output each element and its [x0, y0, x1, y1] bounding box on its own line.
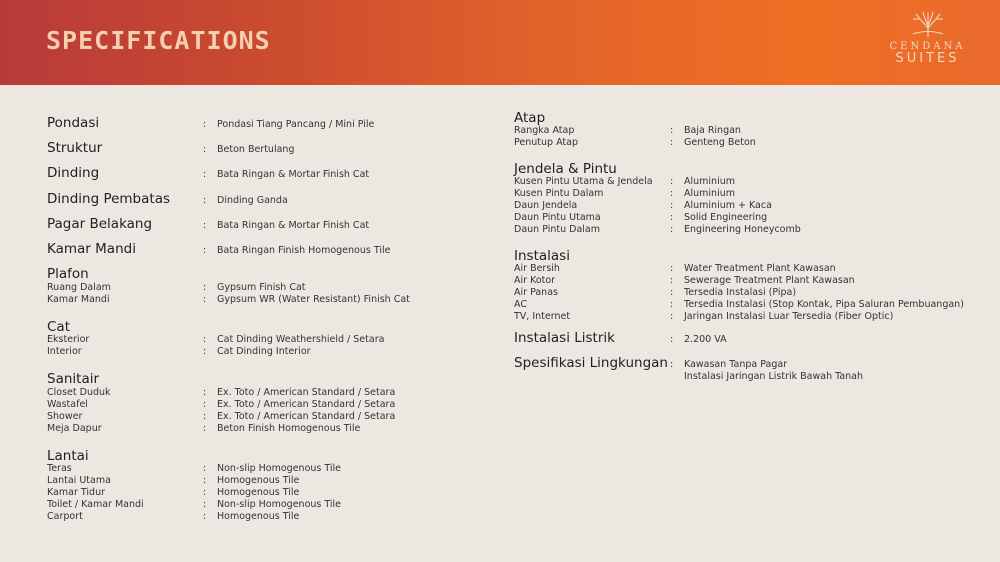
colon: :	[670, 299, 674, 310]
tree-icon	[908, 10, 948, 38]
colon: :	[670, 200, 674, 211]
spec-label: AC	[514, 299, 527, 310]
spec-label: Shower	[47, 410, 83, 422]
colon: :	[670, 137, 674, 148]
spec-value: Beton Finish Homogenous Tile	[217, 422, 361, 434]
spec-heading: Instalasi Listrik	[514, 330, 615, 346]
colon: :	[203, 144, 207, 156]
spec-label: Rangka Atap	[514, 125, 575, 136]
spec-label: Daun Pintu Dalam	[514, 224, 600, 235]
colon: :	[670, 275, 674, 286]
spec-value: Solid Engineering	[684, 212, 768, 223]
spec-value: Tersedia Instalasi (Pipa)	[684, 287, 797, 298]
spec-value: Aluminium	[684, 176, 735, 187]
spec-label: Lantai Utama	[47, 475, 111, 486]
logo-line1: CENDANA	[889, 41, 966, 52]
colon: :	[203, 398, 207, 410]
brand-logo	[880, 10, 975, 75]
spec-value: Homogenous Tile	[217, 475, 300, 486]
spec-value: Non-slip Homogenous Tile	[217, 463, 342, 474]
spec-value: Sewerage Treatment Plant Kawasan	[684, 275, 855, 286]
spec-label: Kamar Tidur	[47, 487, 105, 498]
spec-heading: Jendela & Pintu	[514, 161, 617, 177]
colon: :	[203, 463, 207, 474]
spec-heading: Struktur	[47, 140, 103, 157]
spec-value: Non-slip Homogenous Tile	[217, 499, 342, 510]
page-title: SPECIFICATIONS	[46, 26, 271, 55]
spec-label: Penutup Atap	[514, 137, 578, 148]
spec-label: Carport	[47, 511, 83, 522]
spec-label: Toilet / Kamar Mandi	[47, 499, 144, 510]
colon: :	[203, 346, 207, 357]
spec-heading: Dinding	[47, 165, 100, 182]
spec-label: Closet Duduk	[47, 386, 111, 398]
colon: :	[203, 169, 207, 181]
spec-value: Homogenous Tile	[217, 511, 300, 522]
colon: :	[203, 422, 207, 434]
logo-line2: SUITES	[895, 51, 960, 66]
colon: :	[203, 386, 207, 398]
colon: :	[670, 176, 674, 187]
spec-label: Air Panas	[514, 287, 558, 298]
spec-value: Bata Ringan & Mortar Finish Cat	[217, 219, 370, 231]
spec-heading: Plafon	[47, 266, 89, 282]
spec-value: Kawasan Tanpa Pagar	[684, 359, 788, 370]
colon: :	[670, 125, 674, 136]
spec-label: Ruang Dalam	[47, 281, 111, 293]
colon: :	[670, 224, 674, 235]
spec-value: Instalasi Jaringan Listrik Bawah Tanah	[684, 371, 864, 382]
spec-value: Pondasi Tiang Pancang / Mini Pile	[217, 119, 375, 130]
spec-label: Daun Jendela	[514, 200, 578, 211]
colon: :	[203, 410, 207, 422]
spec-label: Air Bersih	[514, 263, 560, 274]
spec-label: Kusen Pintu Dalam	[514, 188, 604, 199]
spec-value: Dinding Ganda	[217, 194, 288, 206]
spec-heading: Atap	[514, 110, 546, 126]
spec-heading: Sanitair	[47, 371, 100, 387]
colon: :	[203, 194, 207, 206]
colon: :	[203, 293, 207, 305]
colon: :	[203, 511, 207, 522]
spec-value: Engineering Honeycomb	[684, 224, 801, 235]
spec-label: Air Kotor	[514, 275, 556, 286]
colon: :	[203, 499, 207, 510]
colon: :	[203, 245, 207, 256]
spec-value: 2.200 VA	[684, 334, 727, 345]
spec-value: Water Treatment Plant Kawasan	[684, 263, 836, 274]
colon: :	[670, 311, 674, 322]
colon: :	[203, 219, 207, 231]
spec-value: Aluminium + Kaca	[684, 200, 772, 211]
spec-heading: Instalasi	[514, 248, 570, 264]
spec-value: Jaringan Instalasi Luar Tersedia (Fiber Optic)	[684, 311, 894, 322]
spec-label: TV, Internet	[514, 311, 571, 322]
spec-heading: Kamar Mandi	[47, 241, 136, 257]
spec-value: Aluminium	[684, 188, 735, 199]
spec-label: Interior	[47, 346, 82, 357]
spec-value: Bata Ringan Finish Homogenous Tile	[217, 245, 391, 256]
spec-value: Ex. Toto / American Standard / Setara	[217, 410, 396, 422]
spec-value: Baja Ringan	[684, 125, 741, 136]
spec-label: Daun Pintu Utama	[514, 212, 601, 223]
spec-label: Teras	[47, 463, 72, 474]
spec-value: Bata Ringan & Mortar Finish Cat	[217, 169, 370, 181]
spec-value: Gypsum WR (Water Resistant) Finish Cat	[217, 293, 410, 305]
colon: :	[670, 287, 674, 298]
spec-value: Genteng Beton	[684, 137, 756, 148]
colon: :	[670, 212, 674, 223]
spec-label: Kusen Pintu Utama & Jendela	[514, 176, 653, 187]
spec-value: Tersedia Instalasi (Stop Kontak, Pipa Saluran Pembuangan)	[684, 299, 964, 310]
spec-heading: Pondasi	[47, 115, 100, 131]
colon: :	[203, 475, 207, 486]
colon: :	[203, 334, 207, 345]
spec-value: Cat Dinding Interior	[217, 346, 311, 357]
spec-label: Wastafel	[47, 398, 88, 410]
colon: :	[670, 263, 674, 274]
spec-heading: Dinding Pembatas	[47, 190, 170, 207]
spec-heading: Cat	[47, 318, 70, 335]
colon: :	[670, 359, 674, 370]
spec-value: Homogenous Tile	[217, 487, 300, 498]
spec-value: Ex. Toto / American Standard / Setara	[217, 398, 396, 410]
spec-label: Kamar Mandi	[47, 293, 110, 305]
colon: :	[203, 119, 207, 130]
colon: :	[670, 188, 674, 199]
spec-heading: Pagar Belakang	[47, 215, 153, 232]
header-banner	[0, 0, 1000, 85]
spec-heading: Lantai	[47, 447, 89, 464]
colon: :	[670, 334, 674, 345]
spec-value: Beton Bertulang	[217, 144, 295, 156]
spec-value: Ex. Toto / American Standard / Setara	[217, 386, 396, 398]
colon: :	[203, 487, 207, 498]
spec-label: Meja Dapur	[47, 422, 102, 434]
spec-value: Cat Dinding Weathershield / Setara	[217, 334, 385, 345]
spec-heading: Spesifikasi Lingkungan	[514, 355, 668, 371]
spec-value: Gypsum Finish Cat	[217, 281, 306, 293]
spec-label: Eksterior	[47, 334, 90, 345]
colon: :	[203, 281, 207, 293]
